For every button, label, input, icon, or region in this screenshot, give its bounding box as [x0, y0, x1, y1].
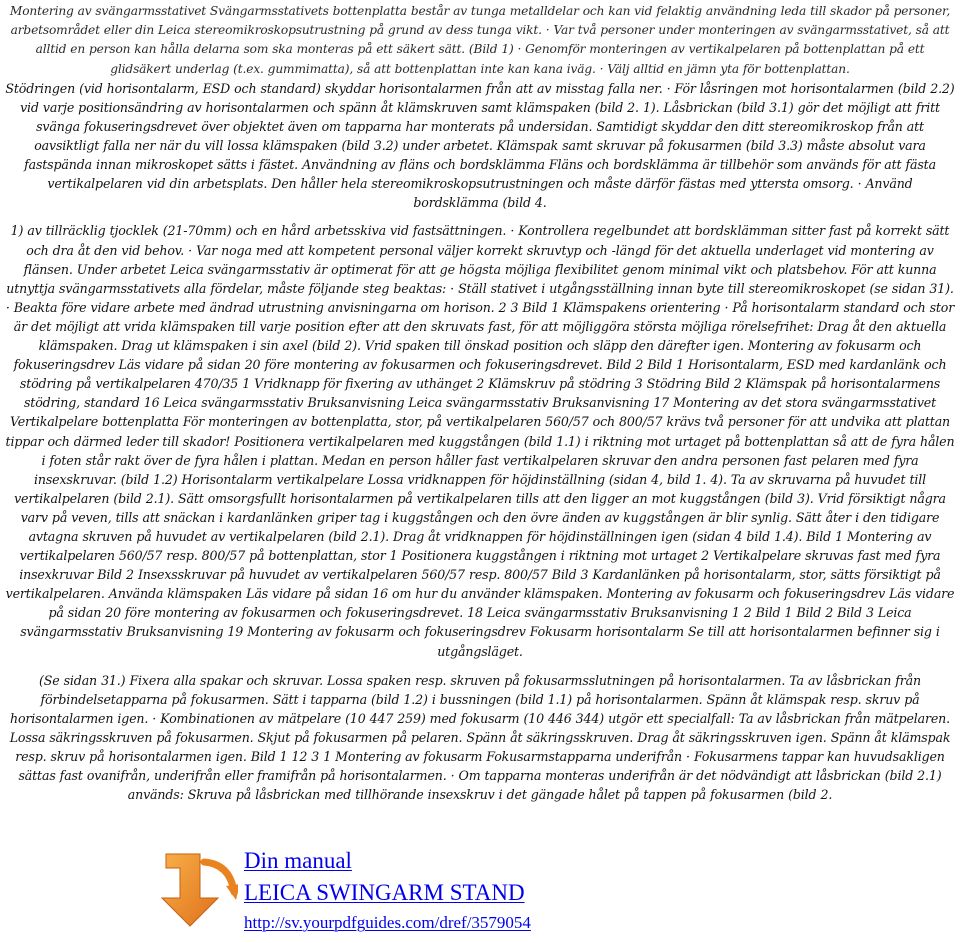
paragraph-support-ring: Stödringen (vid horisontalarm, ESD och standard) skyddar horisontalarmen från att av misstag falla ner. · För låsringen mot horisontalarmen (bild 2.2) vid varje positionsändring av horisontalarmen och spänn åt klämskruven samt klämspaken (bild 2. 1). Låsbrickan (bild 3.1) gör det möjligt att fritt svänga fokuseringsdrevet över objektet även om tapparna har monterats på undersidan. Samtidigt skyddar den ditt stereomikroskop från att oavsiktligt falla ner när du vill lossa klämspaken (bild 3.2) under arbetet. Klämspak samt skruvar på fokusarmen (bild 3.3) måste absolut vara fastspända innan mikroskopet sätts i fästet. Användning av fläns och bordsklämma Fläns och bordsklämma är tillbehör som används för att fästa vertikalpelaren vid din arbetsplats. Den håller hela stereomikroskopsutrustningen och måste därför fästas med yttersta omsorg. · Använd bordsklämma (bild 4.: [5, 80, 955, 211]
paragraph-mounting-swingarm: Montering av svängarmsstativet Svängarmsstativets bottenplatta består av tunga metalldelar och kan vid felaktig användning leda till skador på personer, arbetsområdet eller din Leica stereomikroskopsutrustning på grund av dess tunga vikt. · Var två personer under monteringen av svängarmsstativet, så att alltid en person kan hålla delarna som ska monteras på ett säkert sätt. (Bild 1) · Genomför monteringen av vertikalpelaren på bottenplattan på ett glidsäkert underlag (t.ex. gummimatta), så att bottenplattan inte kan kana iväg. · Välj alltid en jämn yta för bottenplattan.: [9, 4, 951, 76]
product-name-link[interactable]: LEICA SWINGARM STAND: [244, 880, 525, 905]
paragraph-gap: [4, 212, 956, 220]
footer-links: [244, 840, 531, 934]
din-manual-link[interactable]: Din manual: [244, 848, 352, 873]
manual-url-link[interactable]: http://sv.yourpdfguides.com/dref/3579054: [244, 913, 531, 932]
manual-footer: [160, 840, 660, 940]
manual-arrow-logo-icon: [160, 848, 238, 930]
paragraph-focus-arm-fixing: (Se sidan 31.) Fixera alla spakar och skruvar. Lossa spaken resp. skruven på fokusarmsslutningen på horisontalarmen. Ta av låsbrickan från förbindelsetapparna på fokusarmen. Sätt i tapparna (bild 1.2) i bussningen (bild 1.1) på horisontalarmen. Spänn åt klämspak resp. skruv på horisontalarmen igen. · Kombinationen av mätpelare (10 447 259) med fokusarm (10 446 344) utgör ett specialfall: Ta av låsbrickan från mätpelaren. Lossa säkringsskruven på fokusarmen. Skjut på fokusarmen på pelaren. Spänn åt säkringsskruven. Drag åt säkringsskruven igen. Spänn åt klämspak resp. skruv på horisontalarmen igen. Bild 1 12 3 1 Montering av fokusarm Fokusarmstapparna underifrån · Fokusarmens tappar kan huvudsakligen sättas fast ovanifrån, underifrån eller framifrån på horisontalarmen. · Om tapparna monteras underifrån är det nödvändigt att låsbrickan (bild 2.1) används: Skruva på låsbrickan med tillhörande insexskruv i det gängade hålet på tappen på fokusarmen (bild 2.: [9, 672, 951, 803]
paragraph-table-clamp-and-assembly: 1) av tillräcklig tjocklek (21-70mm) och en hård arbetsskiva vid fastsättningen. · Kontrollera regelbundet att bordsklämman sitter fast på korrekt sätt och dra åt den vid behov. · Var noga med att kompetent personal väljer korrekt skruvtyp och -längd för det aktuella underlaget vid montering av flänsen. Under arbetet Leica svängarmsstativ är optimerat för att ge högsta möjliga flexibilitet genom minimal vikt och platsbehov. För att kunna utnyttja svängarmsstativets alla fördelar, måste följande steg beaktas: · Ställ stativet i utgångsställning innan byte till stereomikroskopet (se sidan 31). · Beakta före vidare arbete med ändrad utrustning anvisningarna om horison. 2 3 Bild 1 Klämspakens orientering · På horisontalarm standard och stor är det möjligt att vrida klämspaken till varje position efter att den skruvats fast, för att möjliggöra största möjliga rörelsefrihet: Drag åt den aktuella klämspaken. Drag ut klämspaken i sin axel (bild 2). Vrid spaken till önskad position och släpp den därefter igen. Montering av fokusarm och fokuseringsdrev Läs vidare på sidan 20 före montering av fokusarmen och fokuseringsdrevet. Bild 2 Bild 1 Horisontalarm, ESD med kardanlänk och stödring på vertikalpelaren 470/35 1 Vridknapp för fixering av uthänget 2 Klämskruv på stödring 3 Stödring Bild 2 Klämspak på horisontalarmens stödring, standard 16 Leica svängarmsstativ Bruksanvisning Leica svängarmsstativ Bruksanvisning 17 Montering av det stora svängarmsstativet Vertikalpelare bottenplatta För monteringen av bottenplatta, stor, på vertikalpelaren 560/57 och 800/57 krävs två personer för att undvika att plattan tippar och därmed leder till skador! Positionera vertikalpelaren med kuggstången (bild 1.1) i riktning mot urtaget på bottenplattan så att de fyra hålen i foten står rakt över de fyra hålen i plattan. Medan en person håller fast vertikalpelaren skruvar den andra personen fast pelaren med fyra insexskruvar. (bild 1.2) Horisontalarm vertikalpelare Lossa vridknappen för höjdinställning (sidan 4, bild 1. 4). Ta av skruvarna på huvudet till vertikalpelaren (bild 2.1). Sätt omsorgsfullt horisontalarmen på vertikalpelaren tills att den ligger an mot kuggstången (bild 3). Vrid försiktigt några varv på veven, tills att snäckan i kardanlänken griper tag i kuggstången och den övre änden av kuggstången är blir synlig. Sätt åter i den tidigare avtagna skruven på huvudet av vertikalpelaren (bild 2.1). Drag åt vridknappen för höjdinställningen igen (sidan 4 bild 1.4). Bild 1 Montering av vertikalpelaren 560/57 resp. 800/57 på bottenplattan, stor 1 Positionera kuggstången i riktning mot urtaget 2 Vertikalpelare skruvas fast med fyra insexkruvar Bild 2 Insexsskruvar på huvudet av vertikalpelaren 560/57 resp. 800/57 Bild 3 Kardanlänken på horisontalarm, stor, sätts försiktigt på vertikalpelaren. Använda klämspaken Läs vidare på sidan 16 om hur du använder klämspaken. Montering av fokusarm och fokuseringsdrev Läs vidare på sidan 20 före montering av fokusarmen och fokuseringsdrevet. 18 Leica svängarmsstativ Bruksanvisning 1 2 Bild 1 Bild 2 Bild 3 Leica svängarmsstativ Bruksanvisning 19 Montering av fokusarm och fokuseringsdrev Fokusarm horisontalarm Se till att horisontalarmen befinner sig i utgångsläget.: [5, 223, 955, 659]
